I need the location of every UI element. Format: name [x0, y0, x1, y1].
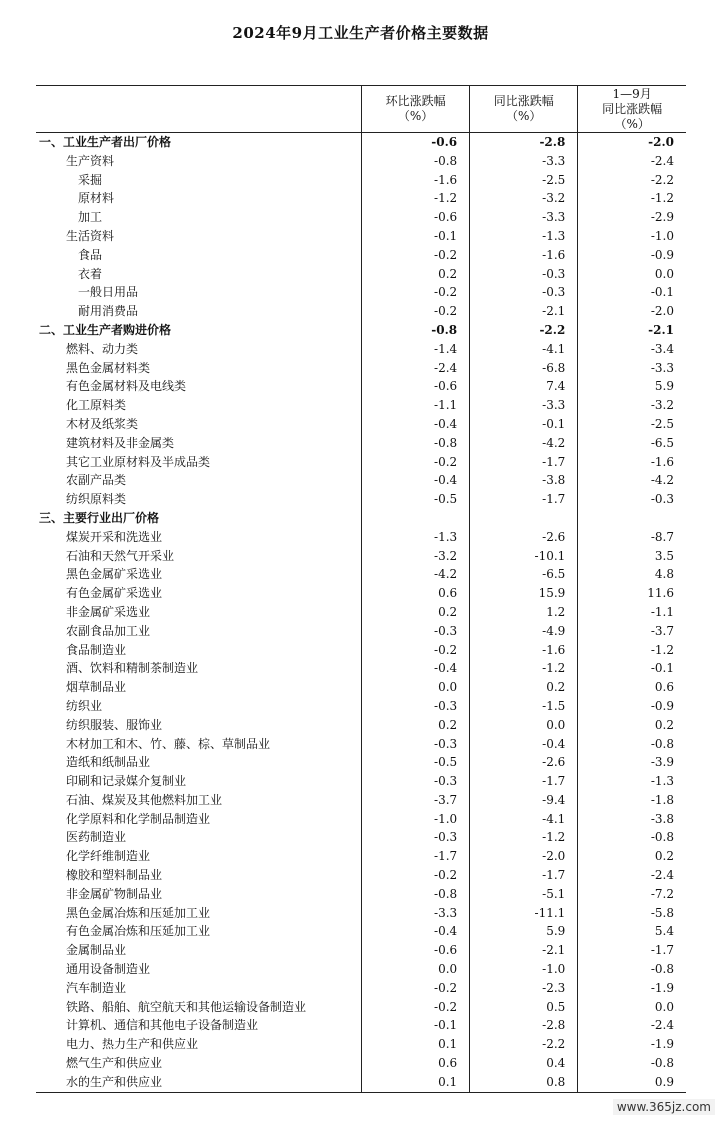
- table-row: [36, 1016, 686, 1035]
- row-name: 生活资料: [66, 228, 115, 243]
- table-row: [36, 453, 686, 472]
- row-mom-value: -0.8: [362, 321, 470, 340]
- row-yoy-value: -2.2: [470, 321, 578, 340]
- row-yoy-value: -0.3: [470, 265, 578, 284]
- row-name: 纺织原料类: [66, 492, 127, 507]
- header-mom-line-2: （%）: [397, 109, 434, 123]
- table-row: [36, 415, 686, 434]
- row-yoy-value: -1.7: [470, 772, 578, 791]
- header-yoy-line-1: 同比涨跌幅: [493, 94, 554, 108]
- row-mom-value: -3.2: [362, 547, 470, 566]
- row-yoy-value: -9.4: [470, 791, 578, 810]
- row-yoy-value: -4.2: [470, 434, 578, 453]
- header-mom-line-1: 环比涨跌幅: [385, 94, 446, 108]
- row-yoy-value: -1.2: [470, 659, 578, 678]
- row-mom-value: -0.3: [362, 735, 470, 754]
- row-name: 一般日用品: [78, 285, 139, 300]
- row-mom-value: -2.4: [362, 359, 470, 378]
- row-ytd-value: -2.0: [578, 302, 686, 321]
- row-ytd-value: -0.8: [578, 828, 686, 847]
- row-mom-value: -0.4: [362, 922, 470, 941]
- row-ytd-value: 0.2: [578, 716, 686, 735]
- row-ytd-value: -2.4: [578, 1016, 686, 1035]
- table-row: [36, 584, 686, 603]
- row-yoy-value: [470, 509, 578, 528]
- table-row: [36, 283, 686, 302]
- row-ytd-value: -0.3: [578, 490, 686, 509]
- row-yoy-value: -10.1: [470, 547, 578, 566]
- row-name: 木材加工和木、竹、藤、棕、草制品业: [66, 736, 271, 751]
- table-row: [36, 471, 686, 490]
- header-yoy-line-2: （%）: [506, 109, 542, 123]
- row-yoy-value: -1.7: [470, 453, 578, 472]
- table-row: [36, 340, 686, 359]
- table-row: [36, 1054, 686, 1073]
- row-yoy-value: -2.6: [470, 753, 578, 772]
- row-mom-value: 0.1: [362, 1073, 470, 1092]
- row-ytd-value: -2.5: [578, 415, 686, 434]
- table-row: [36, 904, 686, 923]
- row-yoy-value: -6.8: [470, 359, 578, 378]
- row-ytd-value: -3.8: [578, 810, 686, 829]
- table-header-row: [36, 86, 686, 133]
- table-row: [36, 922, 686, 941]
- row-yoy-value: -3.2: [470, 189, 578, 208]
- row-ytd-value: -0.8: [578, 735, 686, 754]
- table-row: [36, 490, 686, 509]
- row-ytd-value: 0.0: [578, 265, 686, 284]
- row-ytd-value: -3.4: [578, 340, 686, 359]
- row-name: 黑色金属冶炼和压延加工业: [66, 905, 211, 920]
- row-name: 酒、饮料和精制茶制造业: [66, 661, 199, 676]
- row-name: 一、工业生产者出厂价格: [39, 135, 172, 149]
- row-name: 耐用消费品: [78, 304, 139, 319]
- row-yoy-value: 1.2: [470, 603, 578, 622]
- row-yoy-value: 15.9: [470, 584, 578, 603]
- row-ytd-value: -2.2: [578, 171, 686, 190]
- table-row: [36, 941, 686, 960]
- row-mom-value: 0.0: [362, 678, 470, 697]
- row-yoy-value: -2.5: [470, 171, 578, 190]
- row-ytd-value: -2.4: [578, 152, 686, 171]
- table-row: [36, 735, 686, 754]
- row-ytd-value: -0.1: [578, 659, 686, 678]
- row-ytd-value: -2.1: [578, 321, 686, 340]
- row-ytd-value: -3.3: [578, 359, 686, 378]
- row-mom-value: -0.8: [362, 434, 470, 453]
- row-mom-value: -0.2: [362, 998, 470, 1017]
- table-row: [36, 885, 686, 904]
- row-mom-value: 0.1: [362, 1035, 470, 1054]
- row-mom-value: -3.3: [362, 904, 470, 923]
- row-yoy-value: -1.7: [470, 490, 578, 509]
- row-ytd-value: -8.7: [578, 528, 686, 547]
- row-yoy-value: -1.6: [470, 246, 578, 265]
- row-mom-value: -1.7: [362, 847, 470, 866]
- row-name: 二、工业生产者购进价格: [39, 322, 172, 337]
- row-name: 采掘: [78, 172, 103, 187]
- table-row: [36, 1073, 686, 1092]
- row-mom-value: -0.5: [362, 490, 470, 509]
- row-ytd-value: -1.8: [578, 791, 686, 810]
- row-name: 金属制品业: [66, 943, 127, 958]
- row-mom-value: -0.5: [362, 753, 470, 772]
- table-row: [36, 810, 686, 829]
- table-row: [36, 678, 686, 697]
- table-row: [36, 547, 686, 566]
- row-name: 农副产品类: [66, 473, 127, 488]
- table-row: [36, 828, 686, 847]
- row-name: 水的生产和供应业: [36, 1073, 362, 1092]
- table-row: [36, 152, 686, 171]
- row-ytd-value: -7.2: [578, 885, 686, 904]
- header-ytd: [578, 86, 686, 133]
- row-ytd-value: -6.5: [578, 434, 686, 453]
- row-name: 农副食品加工业: [66, 623, 151, 638]
- row-mom-value: -1.3: [362, 528, 470, 547]
- row-name: 化学原料和化学制品制造业: [66, 811, 211, 826]
- row-ytd-value: 0.0: [578, 998, 686, 1017]
- row-mom-value: -0.6: [362, 208, 470, 227]
- row-mom-value: 0.2: [362, 603, 470, 622]
- row-yoy-value: -2.1: [470, 941, 578, 960]
- row-yoy-value: -2.6: [470, 528, 578, 547]
- row-name: 化学纤维制造业: [66, 849, 151, 864]
- row-name: 三、主要行业出厂价格: [39, 510, 160, 525]
- row-yoy-value: 7.4: [470, 377, 578, 396]
- row-ytd-value: -3.2: [578, 396, 686, 415]
- row-yoy-value: -0.1: [470, 415, 578, 434]
- row-ytd-value: -1.6: [578, 453, 686, 472]
- table-row: [36, 208, 686, 227]
- table-row: [36, 133, 686, 152]
- table-row: [36, 171, 686, 190]
- row-ytd-value: -1.2: [578, 641, 686, 660]
- row-name: 计算机、通信和其他电子设备制造业: [66, 1018, 259, 1033]
- row-name: 铁路、船舶、航空航天和其他运输设备制造业: [66, 999, 307, 1014]
- row-mom-value: -3.7: [362, 791, 470, 810]
- row-mom-value: -0.1: [362, 227, 470, 246]
- row-yoy-value: 0.2: [470, 678, 578, 697]
- row-ytd-value: 3.5: [578, 547, 686, 566]
- table-row: [36, 866, 686, 885]
- row-mom-value: 0.0: [362, 960, 470, 979]
- row-name: 医药制造业: [66, 830, 127, 845]
- row-mom-value: [362, 509, 470, 528]
- table-row: [36, 697, 686, 716]
- row-mom-value: -0.6: [362, 377, 470, 396]
- row-yoy-value: -5.1: [470, 885, 578, 904]
- row-mom-value: -0.8: [362, 152, 470, 171]
- table-row: [36, 565, 686, 584]
- table-row: [36, 960, 686, 979]
- row-mom-value: -1.6: [362, 171, 470, 190]
- row-name: 橡胶和塑料制品业: [66, 868, 163, 883]
- row-yoy-value: 0.5: [470, 998, 578, 1017]
- row-yoy-value: -4.9: [470, 622, 578, 641]
- row-ytd-value: 11.6: [578, 584, 686, 603]
- site-watermark: www.365jz.com: [613, 1099, 715, 1115]
- row-mom-value: -0.3: [362, 622, 470, 641]
- row-name: 黑色金属矿采选业: [66, 567, 163, 582]
- row-ytd-value: -1.7: [578, 941, 686, 960]
- table-row: [36, 227, 686, 246]
- table-row: [36, 716, 686, 735]
- row-name: 有色金属材料及电线类: [66, 379, 187, 394]
- row-ytd-value: -1.0: [578, 227, 686, 246]
- row-mom-value: -0.2: [362, 283, 470, 302]
- row-mom-value: -0.8: [362, 885, 470, 904]
- row-yoy-value: -3.3: [470, 396, 578, 415]
- row-name: 石油和天然气开采业: [66, 548, 175, 563]
- row-yoy-value: -4.1: [470, 340, 578, 359]
- row-ytd-value: 5.9: [578, 377, 686, 396]
- row-mom-value: -0.2: [362, 453, 470, 472]
- row-mom-value: -0.4: [362, 659, 470, 678]
- row-mom-value: -1.2: [362, 189, 470, 208]
- row-yoy-value: -3.8: [470, 471, 578, 490]
- header-ytd-line-3: （%）: [614, 116, 650, 131]
- table-row: [36, 659, 686, 678]
- row-ytd-value: -1.9: [578, 1035, 686, 1054]
- row-yoy-value: -2.8: [470, 1016, 578, 1035]
- row-name: 燃料、动力类: [66, 341, 139, 356]
- table-row: [36, 189, 686, 208]
- row-name: 燃气生产和供应业: [66, 1056, 163, 1071]
- row-yoy-value: -2.8: [470, 133, 578, 152]
- row-yoy-value: -2.1: [470, 302, 578, 321]
- row-mom-value: -0.2: [362, 979, 470, 998]
- row-ytd-value: -0.8: [578, 960, 686, 979]
- row-mom-value: -0.6: [362, 941, 470, 960]
- table-row: [36, 998, 686, 1017]
- row-mom-value: -0.2: [362, 641, 470, 660]
- row-ytd-value: -0.8: [578, 1054, 686, 1073]
- table-row: [36, 265, 686, 284]
- row-name: 造纸和纸制品业: [66, 755, 151, 770]
- row-yoy-value: -0.3: [470, 283, 578, 302]
- header-blank: [36, 86, 362, 133]
- row-name: 通用设备制造业: [66, 962, 151, 977]
- price-data-table: [36, 85, 686, 1093]
- row-mom-value: -0.4: [362, 415, 470, 434]
- row-yoy-value: -0.4: [470, 735, 578, 754]
- table-row: [36, 753, 686, 772]
- row-yoy-value: 0.4: [470, 1054, 578, 1073]
- row-name: 生产资料: [66, 153, 115, 168]
- row-name: 有色金属冶炼和压延加工业: [66, 924, 211, 939]
- row-yoy-value: -2.3: [470, 979, 578, 998]
- row-name: 印刷和记录媒介复制业: [66, 774, 187, 789]
- table-row: [36, 302, 686, 321]
- row-name: 纺织服装、服饰业: [66, 717, 163, 732]
- row-yoy-value: 0.0: [470, 716, 578, 735]
- row-ytd-value: -0.9: [578, 697, 686, 716]
- row-mom-value: 0.6: [362, 584, 470, 603]
- header-mom: [362, 86, 470, 133]
- row-ytd-value: 5.4: [578, 922, 686, 941]
- table-row: [36, 434, 686, 453]
- row-ytd-value: -4.2: [578, 471, 686, 490]
- header-yoy: [470, 86, 578, 133]
- table-row: [36, 396, 686, 415]
- table-row: [36, 622, 686, 641]
- row-yoy-value: -11.1: [470, 904, 578, 923]
- row-ytd-value: -2.9: [578, 208, 686, 227]
- row-name: 石油、煤炭及其他燃料加工业: [66, 792, 223, 807]
- row-mom-value: -0.2: [362, 246, 470, 265]
- row-yoy-value: -1.6: [470, 641, 578, 660]
- row-yoy-value: -1.3: [470, 227, 578, 246]
- row-name: 烟草制品业: [66, 680, 127, 695]
- table-row: [36, 246, 686, 265]
- row-ytd-value: -1.1: [578, 603, 686, 622]
- row-yoy-value: -2.2: [470, 1035, 578, 1054]
- row-ytd-value: -1.9: [578, 979, 686, 998]
- row-name: 衣着: [78, 266, 103, 281]
- header-ytd-line-1: 1—9月: [612, 86, 652, 101]
- row-name: 建筑材料及非金属类: [66, 435, 175, 450]
- table-row: [36, 1035, 686, 1054]
- table-row: [36, 509, 686, 528]
- row-name: 食品制造业: [66, 642, 127, 657]
- row-ytd-value: -3.9: [578, 753, 686, 772]
- header-ytd-line-2: 同比涨跌幅: [602, 101, 663, 116]
- row-ytd-value: -1.3: [578, 772, 686, 791]
- row-name: 加工: [78, 210, 103, 225]
- row-mom-value: -0.2: [362, 866, 470, 885]
- row-mom-value: -0.1: [362, 1016, 470, 1035]
- row-yoy-value: -4.1: [470, 810, 578, 829]
- row-ytd-value: 0.6: [578, 678, 686, 697]
- row-ytd-value: 0.2: [578, 847, 686, 866]
- row-yoy-value: -1.0: [470, 960, 578, 979]
- row-yoy-value: -6.5: [470, 565, 578, 584]
- row-name: 非金属矿物制品业: [66, 886, 163, 901]
- row-name: 煤炭开采和洗选业: [66, 529, 163, 544]
- row-ytd-value: -0.1: [578, 283, 686, 302]
- row-mom-value: 0.2: [362, 716, 470, 735]
- row-mom-value: -1.4: [362, 340, 470, 359]
- table-row: [36, 528, 686, 547]
- row-name: 食品: [78, 247, 103, 262]
- row-ytd-value: [578, 509, 686, 528]
- row-ytd-value: 4.8: [578, 565, 686, 584]
- row-ytd-value: -3.7: [578, 622, 686, 641]
- table-row: [36, 847, 686, 866]
- row-yoy-value: 0.8: [470, 1073, 578, 1092]
- table-row: [36, 603, 686, 622]
- row-ytd-value: -2.0: [578, 133, 686, 152]
- table-row: [36, 321, 686, 340]
- table-row: [36, 359, 686, 378]
- row-yoy-value: -3.3: [470, 152, 578, 171]
- row-yoy-value: -1.7: [470, 866, 578, 885]
- table-row: [36, 641, 686, 660]
- row-mom-value: -1.1: [362, 396, 470, 415]
- row-mom-value: -0.2: [362, 302, 470, 321]
- row-name: 非金属矿采选业: [66, 604, 151, 619]
- row-name: 黑色金属材料类: [66, 360, 151, 375]
- row-name: 电力、热力生产和供应业: [66, 1037, 199, 1052]
- row-name: 原材料: [78, 191, 115, 206]
- row-yoy-value: -1.5: [470, 697, 578, 716]
- row-ytd-value: 0.9: [578, 1073, 686, 1092]
- row-mom-value: -4.2: [362, 565, 470, 584]
- row-mom-value: -0.3: [362, 697, 470, 716]
- row-mom-value: -0.6: [362, 133, 470, 152]
- row-mom-value: -1.0: [362, 810, 470, 829]
- row-yoy-value: 5.9: [470, 922, 578, 941]
- table-row: [36, 979, 686, 998]
- row-mom-value: -0.3: [362, 828, 470, 847]
- row-name: 化工原料类: [66, 398, 127, 413]
- page-title: 2024年9月工业生产者价格主要数据: [232, 24, 489, 42]
- row-mom-value: 0.6: [362, 1054, 470, 1073]
- row-mom-value: 0.2: [362, 265, 470, 284]
- row-name: 其它工业原材料及半成品类: [66, 454, 211, 469]
- row-ytd-value: -2.4: [578, 866, 686, 885]
- table-row: [36, 772, 686, 791]
- row-yoy-value: -2.0: [470, 847, 578, 866]
- table-row: [36, 791, 686, 810]
- row-yoy-value: -1.2: [470, 828, 578, 847]
- row-name: 纺织业: [66, 698, 103, 713]
- row-name: 有色金属矿采选业: [66, 586, 163, 601]
- row-name: 木材及纸浆类: [66, 416, 139, 431]
- row-mom-value: -0.4: [362, 471, 470, 490]
- table-row: [36, 377, 686, 396]
- row-yoy-value: -3.3: [470, 208, 578, 227]
- table-body: [36, 133, 686, 1093]
- row-name: 汽车制造业: [66, 980, 127, 995]
- row-ytd-value: -5.8: [578, 904, 686, 923]
- row-ytd-value: -1.2: [578, 189, 686, 208]
- row-mom-value: -0.3: [362, 772, 470, 791]
- row-ytd-value: -0.9: [578, 246, 686, 265]
